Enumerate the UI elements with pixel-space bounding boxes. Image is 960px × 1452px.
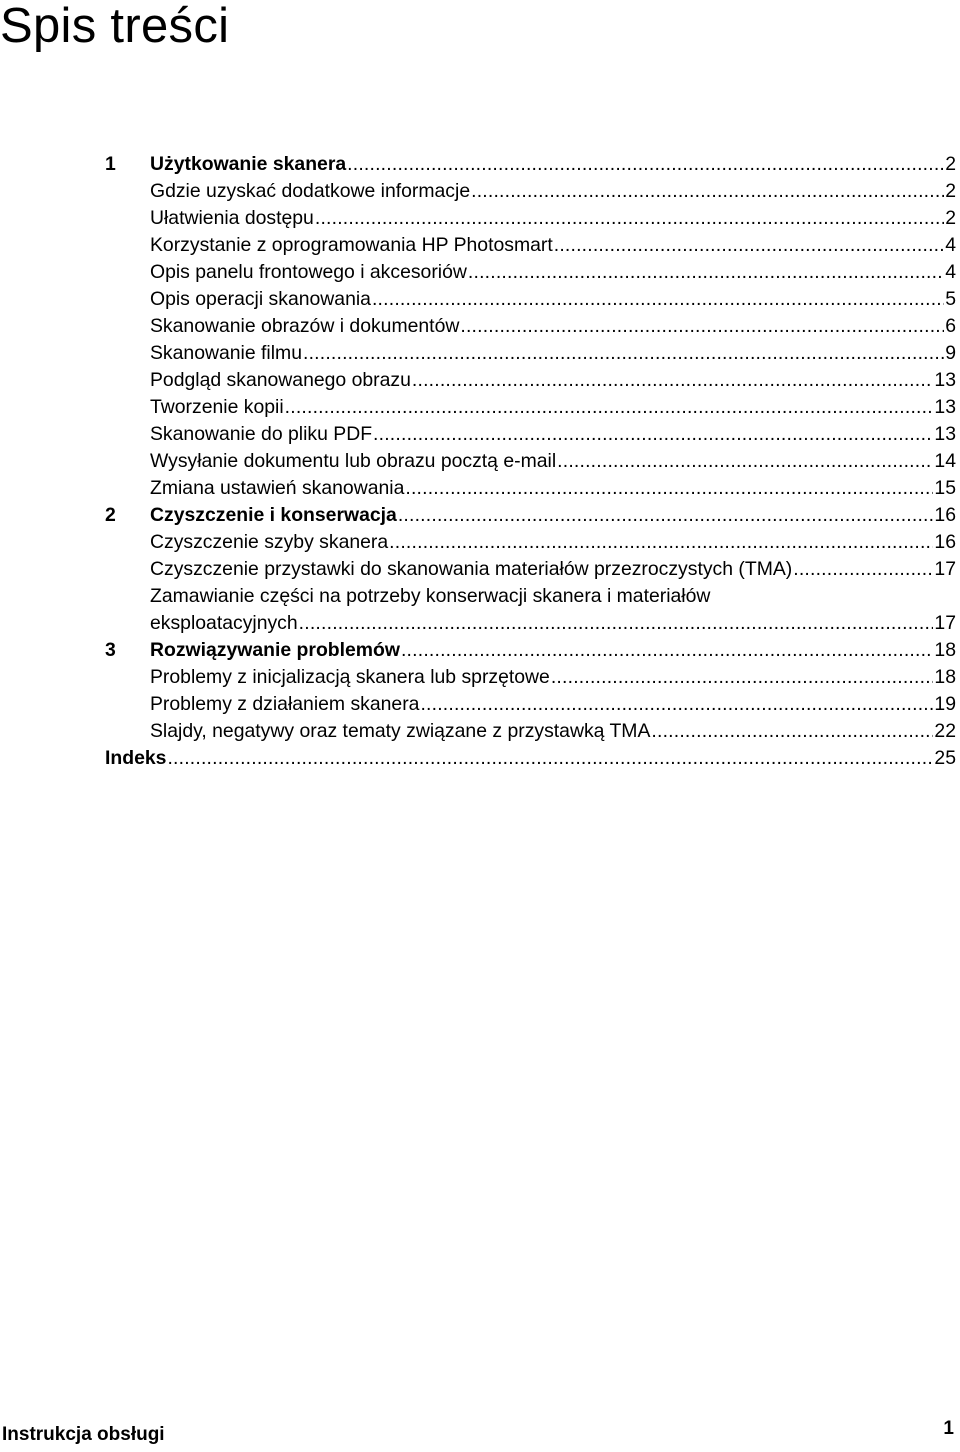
toc-dot-leader [373, 421, 933, 448]
toc-entry[interactable] [105, 178, 956, 205]
toc-entry[interactable] [105, 610, 956, 637]
toc-entry-title: Czyszczenie szyby skanera [150, 531, 389, 553]
toc-page-number: 4 [945, 234, 956, 256]
toc-entry-title: Zamawianie części na potrzeby konserwacji skanera i materiałów [150, 585, 711, 607]
toc-entry-title: eksploatacyjnych [150, 612, 298, 634]
toc-dot-leader [389, 529, 933, 556]
toc-chapter-entry[interactable] [105, 637, 956, 664]
toc-entry-title: Skanowanie obrazów i dokumentów [150, 315, 460, 337]
toc-entry-title: Podgląd skanowanego obrazu [150, 369, 411, 391]
toc-page-number: 5 [945, 288, 956, 310]
toc-page-number: 17 [934, 558, 956, 580]
toc-entry-title: Użytkowanie skanera [150, 153, 347, 175]
toc-page-number: 25 [934, 747, 956, 769]
toc-page-number: 9 [945, 342, 956, 364]
toc-entry[interactable] [105, 475, 956, 502]
toc-page-number: 6 [945, 315, 956, 337]
toc-entry-title: Tworzenie kopii [150, 396, 284, 418]
toc-page-number: 4 [945, 261, 956, 283]
toc-chapter-number: 3 [105, 639, 116, 661]
toc-entry[interactable] [105, 718, 956, 745]
toc-dot-leader [460, 313, 944, 340]
toc-entry[interactable] [105, 205, 956, 232]
toc-page-number: 2 [945, 207, 956, 229]
toc-entry[interactable] [105, 691, 956, 718]
toc-entry-title: Korzystanie z oprogramowania HP Photosmart [150, 234, 553, 256]
toc-dot-leader [557, 448, 933, 475]
toc-entry[interactable] [105, 745, 956, 772]
toc-entry-title: Gdzie uzyskać dodatkowe informacje [150, 180, 471, 202]
toc-page-number: 2 [945, 180, 956, 202]
toc-dot-leader [303, 340, 944, 367]
footer-document-name: Instrukcja obsługi [2, 1424, 165, 1445]
toc-entry[interactable] [105, 313, 956, 340]
toc-entry-title: Slajdy, negatywy oraz tematy związane z przystawką TMA [150, 720, 651, 742]
toc-dot-leader [401, 637, 933, 664]
toc-entry-title: Problemy z inicjalizacją skanera lub sprzętowe [150, 666, 550, 688]
toc-entry-title: Zmiana ustawień skanowania [150, 477, 405, 499]
page-footer [0, 1420, 960, 1450]
toc-entry-title: Problemy z działaniem skanera [150, 693, 420, 715]
toc-dot-leader [793, 556, 933, 583]
toc-entry[interactable] [105, 421, 956, 448]
table-of-contents [105, 151, 956, 772]
toc-dot-leader [299, 610, 934, 637]
toc-dot-leader [420, 691, 933, 718]
toc-page-number: 13 [934, 396, 956, 418]
toc-entry[interactable] [105, 367, 956, 394]
toc-entry[interactable] [105, 286, 956, 313]
toc-entry[interactable] [105, 556, 956, 583]
page-title: Spis treści [0, 0, 230, 53]
toc-dot-leader [468, 259, 944, 286]
toc-chapter-number: 1 [105, 153, 116, 175]
toc-dot-leader [398, 502, 934, 529]
toc-entry[interactable] [105, 259, 956, 286]
toc-entry[interactable] [105, 448, 956, 475]
toc-dot-leader [412, 367, 934, 394]
toc-dot-leader [285, 394, 934, 421]
toc-entry-title: Rozwiązywanie problemów [150, 639, 400, 661]
toc-entry-title: Opis operacji skanowania [150, 288, 371, 310]
toc-page-number: 22 [934, 720, 956, 742]
toc-dot-leader [551, 664, 934, 691]
toc-entry-title: Czyszczenie i konserwacja [150, 504, 397, 526]
toc-chapter-entry[interactable] [105, 502, 956, 529]
toc-dot-leader [372, 286, 944, 313]
toc-entry-title: Wysyłanie dokumentu lub obrazu pocztą e-mail [150, 450, 557, 472]
toc-entry[interactable] [105, 583, 956, 610]
toc-entry-title: Skanowanie filmu [150, 342, 302, 364]
toc-chapter-entry[interactable] [105, 151, 956, 178]
toc-entry-title: Opis panelu frontowego i akcesoriów [150, 261, 467, 283]
toc-entry[interactable] [105, 664, 956, 691]
toc-dot-leader [405, 475, 933, 502]
toc-dot-leader [651, 718, 933, 745]
toc-page-number: 13 [934, 423, 956, 445]
toc-page-number: 18 [934, 639, 956, 661]
toc-page-number: 15 [934, 477, 956, 499]
toc-entry-title: Indeks [105, 747, 167, 769]
toc-page-number: 16 [934, 531, 956, 553]
toc-entry-title: Czyszczenie przystawki do skanowania materiałów przezroczystych (TMA) [150, 558, 793, 580]
toc-entry-title: Skanowanie do pliku PDF [150, 423, 373, 445]
toc-dot-leader [471, 178, 944, 205]
toc-entry[interactable] [105, 529, 956, 556]
toc-page-number: 2 [945, 153, 956, 175]
toc-entry[interactable] [105, 340, 956, 367]
toc-dot-leader [167, 745, 933, 772]
toc-page-number: 19 [934, 693, 956, 715]
toc-page-number: 13 [934, 369, 956, 391]
toc-entry[interactable] [105, 232, 956, 259]
toc-chapter-number: 2 [105, 504, 116, 526]
toc-entry-title: Ułatwienia dostępu [150, 207, 314, 229]
toc-page-number: 18 [934, 666, 956, 688]
footer-page-number: 1 [943, 1418, 954, 1439]
toc-page-number: 16 [934, 504, 956, 526]
toc-page-number: 17 [934, 612, 956, 634]
toc-dot-leader [347, 151, 944, 178]
toc-entry[interactable] [105, 394, 956, 421]
toc-dot-leader [315, 205, 944, 232]
toc-dot-leader [554, 232, 944, 259]
toc-page-number: 14 [934, 450, 956, 472]
